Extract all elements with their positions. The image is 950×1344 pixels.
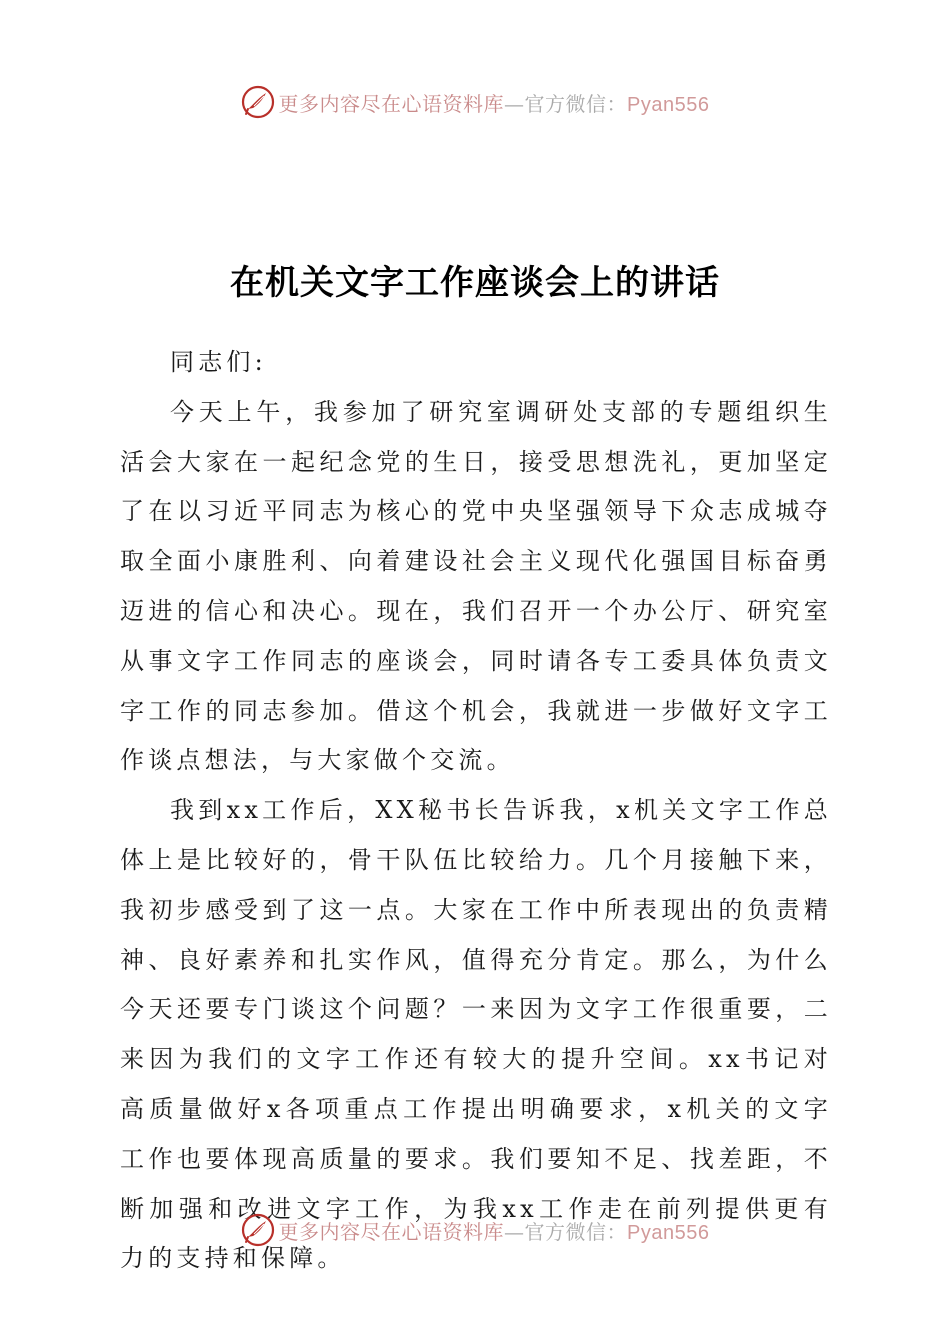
footer-banner-text (279, 1216, 710, 1245)
header-separator: — (504, 91, 525, 116)
footer-separator: — (504, 1219, 525, 1244)
header-banner (0, 82, 950, 122)
paragraph-2: 我到xx工作后，XX秘书长告诉我，x机关文字工作总体上是比较好的，骨干队伍比较给力。几个月接触下来，我初步感受到了这一点。大家在工作中所表现出的负责精神、良好素养和扎实作风，值得充分肯定。那么，为什么今天还要专门谈这个问题？一来因为文字工作很重要，二来因为我们的文字工作还有较大的提升空间。xx书记对高质量做好x各项重点工作提出明确要求，x机关的文字工作也要体现高质量的要求。我们要知不足、找差距，不断加强和改进文字工作，为我xx工作走在前列提供更有力的支持和保障。 (120, 796, 832, 1273)
footer-brand-text: 更多内容尽在心语资料库 (278, 1219, 505, 1244)
quill-logo-icon (241, 85, 275, 119)
document-body (120, 338, 832, 1284)
footer-banner (0, 1210, 950, 1250)
paragraph-1: 今天上午，我参加了研究室调研处支部的专题组织生活会大家在一起纪念党的生日，接受思想洗礼，更加坚定了在以习近平同志为核心的党中央坚强领导下众志成城夺取全面小康胜利、向着建设社会主义现代化强国目标奋勇迈进的信心和决心。现在，我们召开一个办公厅、研究室从事文字工作同志的座谈会，同时请各专工委具体负责文字工作的同志参加。借这个机会，我就进一步做好文字工作谈点想法，与大家做个交流。 (120, 397, 832, 775)
salutation: 同志们: (170, 348, 267, 376)
header-brand-text: 更多内容尽在心语资料库 (278, 91, 505, 116)
footer-contact-value: Pyan556 (627, 1221, 710, 1244)
footer-contact-label: 官方微信： (524, 1219, 628, 1244)
quill-logo-icon (241, 1213, 275, 1247)
header-contact-label: 官方微信： (524, 91, 628, 116)
header-banner-text (279, 88, 710, 117)
document-title: 在机关文字工作座谈会上的讲话 (230, 263, 720, 303)
header-contact-value: Pyan556 (627, 93, 710, 116)
